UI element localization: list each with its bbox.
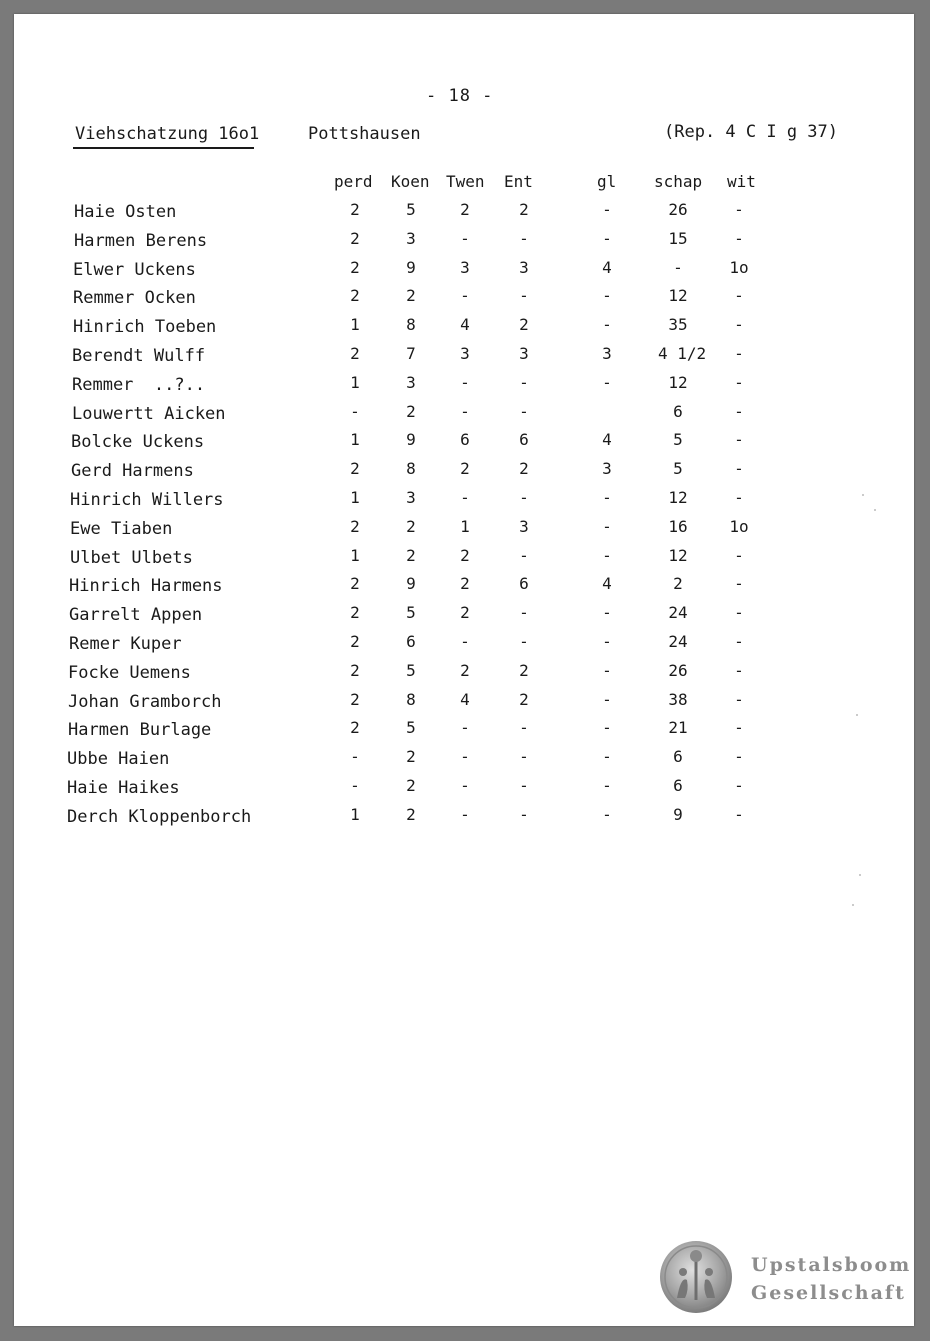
row-name: Haie Osten <box>74 202 177 222</box>
cell-koen: 9 <box>406 574 416 594</box>
cell-ent: - <box>519 804 529 824</box>
row-name: Elwer Uckens <box>73 259 196 280</box>
cell-gl: - <box>602 516 612 536</box>
cell-koen: 2 <box>406 804 416 824</box>
row-name: Hinrich Toeben <box>73 317 217 338</box>
row-name: Harmen Berens <box>74 230 208 251</box>
cell-koen: 9 <box>406 430 416 450</box>
title-underline <box>73 147 254 149</box>
cell-ent: 2 <box>519 200 529 219</box>
row-name: Ubbe Haien <box>67 749 170 770</box>
cell-twen: 2 <box>460 200 470 219</box>
cell-schap: 16 <box>668 516 688 536</box>
cell-twen: - <box>460 286 470 306</box>
scan-speck <box>852 904 854 906</box>
cell-koen: 2 <box>406 747 416 767</box>
cell-wit: - <box>734 632 744 651</box>
cell-twen: 2 <box>460 603 470 623</box>
row-name: Remer Kuper <box>69 634 182 654</box>
cell-schap: 9 <box>673 804 683 824</box>
cell-koen: 2 <box>406 545 416 565</box>
cell-koen: 5 <box>406 660 416 680</box>
cell-schap: 12 <box>668 488 688 507</box>
cell-schap: 26 <box>668 200 688 219</box>
cell-schap: 24 <box>668 632 688 651</box>
cell-ent: 6 <box>519 574 529 594</box>
cell-gl: 4 <box>602 574 612 594</box>
cell-wit: 1o <box>729 257 749 277</box>
row-name: Haie Haikes <box>67 778 180 798</box>
cell-schap: 4 1/2 <box>658 344 707 363</box>
cell-ent: - <box>519 372 529 392</box>
cell-twen: 4 <box>460 689 470 709</box>
cell-ent: - <box>519 228 529 248</box>
cell-schap: 24 <box>668 603 688 623</box>
cell-ent: 2 <box>519 660 529 680</box>
cell-wit: - <box>734 401 744 421</box>
cell-gl: - <box>602 747 612 767</box>
cell-wit: - <box>734 660 744 680</box>
cell-twen: - <box>460 776 470 795</box>
cell-koen: 3 <box>406 228 416 248</box>
cell-wit: - <box>734 488 744 507</box>
cell-wit: 1o <box>729 516 749 536</box>
cell-perd: 1 <box>350 804 360 824</box>
cell-perd: 1 <box>350 430 360 450</box>
cell-ent: 2 <box>519 459 529 479</box>
cell-perd: 2 <box>350 516 360 536</box>
cell-ent: 3 <box>519 516 529 536</box>
cell-twen: 3 <box>460 257 470 277</box>
cell-perd: 2 <box>350 257 360 277</box>
cell-koen: 8 <box>406 689 416 709</box>
cell-wit: - <box>734 286 744 306</box>
row-name: Ewe Tiaben <box>70 518 173 539</box>
row-name: Johan Gramborch <box>68 691 222 712</box>
cell-wit: - <box>734 372 744 392</box>
cell-ent: - <box>519 401 529 421</box>
cell-perd: - <box>350 776 360 795</box>
cell-gl: 3 <box>602 344 612 363</box>
seal-logo-icon <box>659 1240 733 1314</box>
row-name: Hinrich Willers <box>70 490 224 510</box>
cell-perd: 1 <box>350 488 360 507</box>
cell-koen: 5 <box>406 603 416 623</box>
cell-schap: 6 <box>673 747 683 767</box>
cell-perd: 2 <box>350 228 360 248</box>
cell-perd: 2 <box>350 660 360 680</box>
cell-schap: 15 <box>668 228 688 248</box>
cell-gl: - <box>602 286 612 306</box>
cell-perd: 2 <box>350 632 360 651</box>
cell-schap: 5 <box>673 459 683 479</box>
row-name: Berendt Wulff <box>72 346 206 366</box>
cell-gl: 4 <box>602 430 612 450</box>
cell-schap: 26 <box>668 660 688 680</box>
cell-gl: - <box>602 632 612 651</box>
cell-perd: 2 <box>350 459 360 479</box>
column-header-schap: schap <box>654 172 703 191</box>
cell-wit: - <box>734 574 744 594</box>
watermark-line-2: Gesellschaft <box>751 1282 906 1304</box>
cell-twen: 4 <box>460 315 470 335</box>
cell-perd: 1 <box>350 372 360 392</box>
cell-wit: - <box>734 315 744 335</box>
row-name: Gerd Harmens <box>71 461 194 482</box>
cell-ent: - <box>519 603 529 623</box>
cell-wit: - <box>734 430 744 450</box>
cell-perd: 2 <box>350 689 360 709</box>
scan-speck <box>862 494 864 496</box>
cell-twen: 2 <box>460 545 470 565</box>
cell-gl: 3 <box>602 459 612 479</box>
cell-twen: - <box>460 718 470 738</box>
row-name: Hinrich Harmens <box>69 576 223 597</box>
cell-koen: 7 <box>406 344 416 363</box>
cell-ent: 6 <box>519 430 529 450</box>
cell-koen: 2 <box>406 286 416 306</box>
cell-koen: 5 <box>406 200 416 219</box>
cell-gl: - <box>602 776 612 795</box>
row-name: Remmer Ocken <box>73 288 196 309</box>
cell-schap: 6 <box>673 401 683 421</box>
cell-wit: - <box>734 747 744 767</box>
cell-wit: - <box>734 776 744 795</box>
row-name: Louwertt Aicken <box>72 403 226 424</box>
cell-perd: 2 <box>350 574 360 594</box>
cell-gl: - <box>602 689 612 709</box>
cell-koen: 2 <box>406 516 416 536</box>
cell-gl: - <box>602 372 612 392</box>
cell-gl: - <box>602 488 612 507</box>
cell-perd: 2 <box>350 344 360 363</box>
cell-koen: 2 <box>406 776 416 795</box>
cell-koen: 3 <box>406 372 416 392</box>
cell-wit: - <box>734 804 744 824</box>
cell-twen: - <box>460 228 470 248</box>
cell-twen: 6 <box>460 430 470 450</box>
cell-perd: 1 <box>350 545 360 565</box>
cell-gl: - <box>602 718 612 738</box>
cell-schap: 12 <box>668 372 688 392</box>
cell-schap: 21 <box>668 718 688 738</box>
cell-twen: 1 <box>460 516 470 536</box>
column-header-ent: Ent <box>504 172 533 191</box>
cell-twen: - <box>460 488 470 507</box>
scan-speck <box>856 714 858 716</box>
cell-twen: - <box>460 632 470 651</box>
document-title: Viehschatzung 16o1 <box>75 124 260 144</box>
cell-wit: - <box>734 459 744 479</box>
cell-twen: 2 <box>460 574 470 594</box>
cell-schap: 2 <box>673 574 683 594</box>
watermark-line-1: Upstalsboom <box>751 1254 912 1276</box>
cell-gl: 4 <box>602 257 612 277</box>
cell-schap: 35 <box>668 315 688 335</box>
column-header-koen: Koen <box>391 172 430 191</box>
cell-twen: - <box>460 372 470 392</box>
cell-ent: 3 <box>519 344 529 363</box>
cell-schap: 12 <box>668 545 688 565</box>
column-header-wit: wit <box>727 172 756 191</box>
cell-wit: - <box>734 689 744 709</box>
column-header-perd: perd <box>334 172 373 191</box>
page-number: - 18 - <box>426 86 494 106</box>
row-name: Bolcke Uckens <box>71 432 205 453</box>
cell-schap: 5 <box>673 430 683 450</box>
cell-schap: 38 <box>668 689 688 709</box>
cell-twen: - <box>460 804 470 824</box>
row-name: Derch Kloppenborch <box>67 806 252 827</box>
cell-perd: 2 <box>350 286 360 306</box>
row-name: Harmen Burlage <box>68 720 212 741</box>
cell-twen: - <box>460 747 470 767</box>
place-name: Pottshausen <box>308 124 421 144</box>
cell-gl: - <box>602 315 612 335</box>
cell-perd: - <box>350 747 360 767</box>
cell-koen: 2 <box>406 401 416 421</box>
row-name: Garrelt Appen <box>69 605 203 626</box>
cell-gl: - <box>602 660 612 680</box>
cell-gl: - <box>602 228 612 248</box>
cell-wit: - <box>734 200 744 219</box>
cell-gl: - <box>602 603 612 623</box>
cell-ent: - <box>519 488 529 507</box>
cell-ent: 2 <box>519 315 529 335</box>
column-header-gl: gl <box>597 172 617 191</box>
cell-koen: 8 <box>406 459 416 479</box>
cell-gl: - <box>602 545 612 565</box>
cell-schap: 12 <box>668 286 688 306</box>
row-name: Ulbet Ulbets <box>70 547 193 568</box>
document-page <box>14 14 914 1326</box>
cell-ent: - <box>519 632 529 651</box>
scan-speck <box>874 509 876 511</box>
cell-koen: 3 <box>406 488 416 507</box>
cell-ent: - <box>519 776 529 795</box>
cell-koen: 6 <box>406 632 416 651</box>
cell-koen: 8 <box>406 315 416 335</box>
cell-ent: - <box>519 286 529 306</box>
cell-wit: - <box>734 545 744 565</box>
row-name: Remmer ..?.. <box>72 374 206 395</box>
cell-wit: - <box>734 344 744 363</box>
cell-ent: - <box>519 747 529 767</box>
cell-schap: - <box>673 257 683 277</box>
row-name: Focke Uemens <box>68 662 191 683</box>
cell-koen: 5 <box>406 718 416 738</box>
column-header-twen: Twen <box>446 172 485 191</box>
cell-perd: 2 <box>350 718 360 738</box>
cell-perd: 2 <box>350 603 360 623</box>
cell-twen: 2 <box>460 459 470 479</box>
cell-perd: - <box>350 401 360 421</box>
cell-koen: 9 <box>406 257 416 277</box>
cell-wit: - <box>734 603 744 623</box>
cell-twen: 2 <box>460 660 470 680</box>
cell-perd: 1 <box>350 315 360 335</box>
cell-ent: 3 <box>519 257 529 277</box>
cell-twen: - <box>460 401 470 421</box>
cell-wit: - <box>734 228 744 248</box>
cell-perd: 2 <box>350 200 360 219</box>
cell-ent: - <box>519 545 529 565</box>
scan-speck <box>859 874 861 876</box>
cell-ent: - <box>519 718 529 738</box>
cell-ent: 2 <box>519 689 529 709</box>
cell-schap: 6 <box>673 776 683 795</box>
cell-gl: - <box>602 804 612 824</box>
archive-reference: (Rep. 4 C I g 37) <box>664 122 838 142</box>
cell-wit: - <box>734 718 744 738</box>
cell-gl: - <box>602 200 612 219</box>
cell-twen: 3 <box>460 344 470 363</box>
